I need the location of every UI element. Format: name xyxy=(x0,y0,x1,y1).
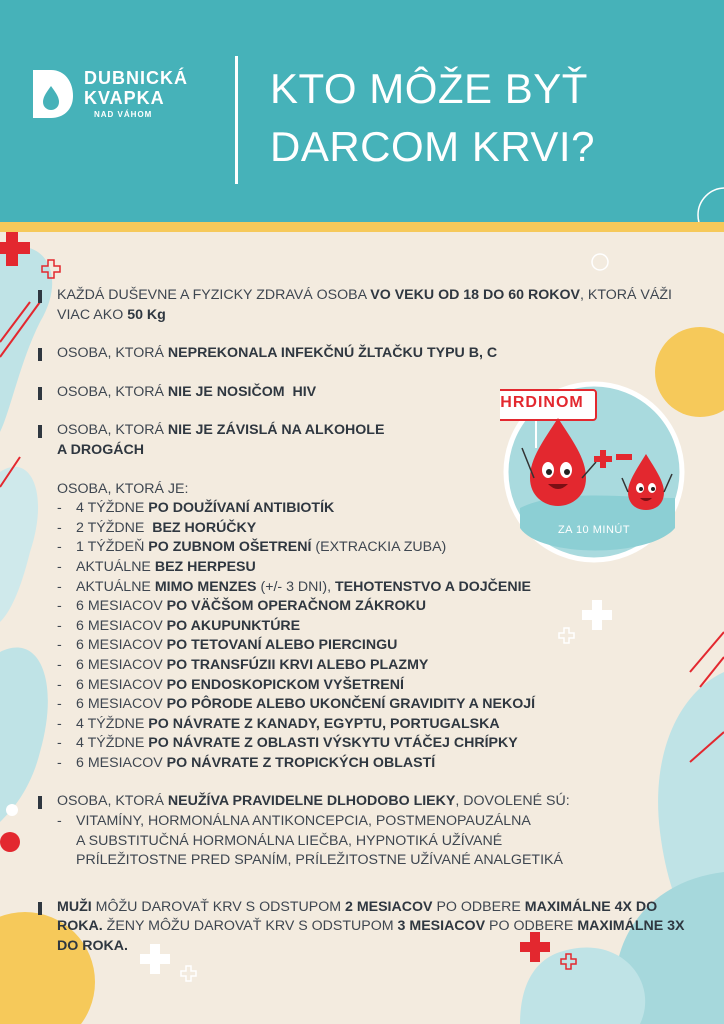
dash-marker: - xyxy=(57,598,62,615)
condition-bold: PO NÁVRATE Z OBLASTI VÝSKYTU VTÁČEJ CHRÍPKY xyxy=(148,735,518,752)
badge-caption: ZA 10 MINÚT xyxy=(557,524,631,536)
condition-bold: PO AKUPUNKTÚRE xyxy=(166,617,301,634)
dash-marker: - xyxy=(57,617,62,634)
dash-marker: - xyxy=(57,656,62,673)
item-text: OSOBA, KTORÁ xyxy=(57,793,168,810)
condition-period: 6 MESIACOV xyxy=(76,598,167,615)
condition-period: 6 MESIACOV xyxy=(76,656,167,673)
logo-line-1: DUBNICKÁ xyxy=(84,68,188,88)
condition-item xyxy=(57,676,688,696)
condition-item xyxy=(57,538,688,558)
item-frequency xyxy=(38,898,688,957)
condition-item xyxy=(57,558,688,578)
condition-bold: PO NÁVRATE Z TROPICKÝCH OBLASTÍ xyxy=(166,754,436,771)
condition-item xyxy=(57,754,688,774)
condition-bold: PO TRANSFÚZII KRVI ALEBO PLAZMY xyxy=(166,656,429,673)
bullet-marker xyxy=(38,387,42,400)
condition-period: 2 TÝŽDNE xyxy=(76,519,153,536)
header-accent-stripe xyxy=(0,222,724,232)
bullet-marker xyxy=(38,425,42,438)
condition-period: AKTUÁLNE xyxy=(76,578,155,595)
condition-item xyxy=(57,636,688,656)
item-text: ŽENY MÔŽU DAROVAŤ KRV S ODSTUPOM xyxy=(102,918,398,935)
item-text: PO ODBERE xyxy=(485,918,578,935)
condition-note: (+/- 3 DNI), xyxy=(256,578,335,595)
condition-bold: PO NÁVRATE Z KANADY, EGYPTU, PORTUGALSKA xyxy=(148,715,500,732)
item-text: OSOBA, KTORÁ xyxy=(57,422,168,439)
condition-item xyxy=(57,597,688,617)
condition-bold: PO VÄČŠOM OPERAČNOM ZÁKROKU xyxy=(166,598,426,615)
condition-item xyxy=(57,715,688,735)
item-hiv xyxy=(38,383,688,403)
item-text: OSOBA, KTORÁ xyxy=(57,345,168,362)
condition-period: 6 MESIACOV xyxy=(76,637,167,654)
condition-item xyxy=(57,656,688,676)
item-bold: 3 MESIACOV xyxy=(397,918,486,935)
page-title xyxy=(270,60,595,176)
bullet-marker xyxy=(38,796,42,809)
logo-text xyxy=(84,68,188,119)
condition-bold: TEHOTENSTVO A DOJČENIE xyxy=(334,578,531,595)
logo-drop-icon xyxy=(31,68,75,120)
condition-bold: PO DOUŽÍVANÍ ANTIBIOTÍK xyxy=(148,500,335,517)
condition-bold: BEZ HORÚČKY xyxy=(152,519,257,536)
item-bold: 50 Kg xyxy=(127,306,166,323)
dash-marker: - xyxy=(57,676,62,693)
conditions-intro: OSOBA, KTORÁ JE: xyxy=(57,480,189,497)
item-bold: VO VEKU OD 18 DO 60 ROKOV xyxy=(370,287,580,303)
item-bold: A DROGÁCH xyxy=(57,441,144,458)
item-bold: MUŽI xyxy=(57,898,92,915)
condition-bold: BEZ HERPESU xyxy=(154,558,256,575)
item-text: MÔŽU DAROVAŤ KRV S ODSTUPOM xyxy=(91,898,345,915)
item-bold: NEUŽÍVA PRAVIDELNE DLHODOBO LIEKY xyxy=(167,793,456,810)
logo-line-3: NAD VÁHOM xyxy=(94,110,153,119)
dash-marker: - xyxy=(57,539,62,556)
condition-item xyxy=(57,578,688,598)
condition-item xyxy=(57,695,688,715)
conditions-list xyxy=(57,499,688,773)
dash-marker: - xyxy=(57,558,62,575)
eligibility-list xyxy=(38,286,688,976)
medication-line: VITAMÍNY, HORMONÁLNA ANTIKONCEPCIA, POSTMENOPAUZÁLNA xyxy=(76,813,531,830)
dash-marker: - xyxy=(57,735,62,752)
condition-bold: MIMO MENZES xyxy=(154,578,257,595)
item-text: , KTORÁ VÁŽI VIAC AKO xyxy=(57,287,672,323)
condition-period: 6 MESIACOV xyxy=(76,696,167,713)
condition-period: 4 TÝŽDNE xyxy=(76,735,149,752)
item-text: KAŽDÁ DUŠEVNE A FYZICKY ZDRAVÁ OSOBA xyxy=(57,287,371,303)
badge-sign-text: HRDINOM xyxy=(500,394,584,411)
title-line-1: KTO MÔŽE BYŤ xyxy=(270,65,588,112)
condition-item xyxy=(57,499,688,519)
medication-line: PRÍLEŽITOSTNE PRED SPANÍM, PRÍLEŽITOSTNE UŽÍVANÉ ANALGETIKÁ xyxy=(76,852,563,869)
item-text: OSOBA, KTORÁ xyxy=(57,383,168,400)
bullet-marker xyxy=(38,348,42,361)
header-divider xyxy=(235,56,238,184)
condition-period: 4 TÝŽDNE xyxy=(76,500,149,517)
condition-period: AKTUÁLNE xyxy=(76,558,155,575)
item-hepatitis xyxy=(38,344,688,364)
dash-marker: - xyxy=(57,637,62,654)
item-addiction xyxy=(38,421,688,460)
condition-bold: PO PÔRODE ALEBO UKONČENÍ GRAVIDITY A NEKOJÍ xyxy=(166,696,536,713)
condition-note: (EXTRACKIA ZUBA) xyxy=(311,539,447,556)
condition-period: 1 TÝŽDEŇ xyxy=(76,539,149,556)
conditions-section xyxy=(57,480,688,774)
header-circle-outline-icon xyxy=(695,185,724,222)
item-bold: NIE JE NOSIČOM HIV xyxy=(167,383,317,400)
bullet-marker xyxy=(38,290,42,303)
item-bold: MAXIMÁLNE 4X DO ROKA. xyxy=(57,898,658,935)
dash-marker: - xyxy=(57,696,62,713)
dash-marker: - xyxy=(57,500,62,517)
condition-bold: PO ENDOSKOPICKOM VYŠETRENÍ xyxy=(166,676,404,693)
item-bold: 2 MESIACOV xyxy=(344,898,433,915)
logo-line-2: KVAPKA xyxy=(84,88,165,108)
dash-marker: - xyxy=(57,754,62,771)
item-text: PO ODBERE xyxy=(432,898,525,915)
condition-bold: PO TETOVANÍ ALEBO PIERCINGU xyxy=(166,637,398,654)
condition-period: 6 MESIACOV xyxy=(76,617,167,634)
title-line-2: DARCOM KRVI? xyxy=(270,123,595,170)
condition-item xyxy=(57,519,688,539)
condition-bold: PO ZUBNOM OŠETRENÍ xyxy=(148,539,312,556)
dash-marker: - xyxy=(57,578,62,595)
bullet-marker xyxy=(38,902,42,915)
dash-marker: - xyxy=(57,519,62,536)
item-text: , DOVOLENÉ SÚ: xyxy=(455,793,570,810)
medication-allowed: - VITAMÍNY, HORMONÁLNA ANTIKONCEPCIA, POSTMENOPAUZÁLNA A SUBSTITUČNÁ HORMONÁLNA LIEČBA, HYPNOTIKÁ UŽÍVANÉ PRÍLEŽITOSTNE PRED SPANÍM, PRÍLEŽITOSTNE UŽÍVANÉ ANALGETIKÁ xyxy=(57,812,688,871)
item-age-weight xyxy=(38,286,688,325)
medication-line: A SUBSTITUČNÁ HORMONÁLNA LIEČBA, HYPNOTIKÁ UŽÍVANÉ xyxy=(76,832,503,849)
condition-period: 6 MESIACOV xyxy=(76,676,167,693)
item-bold: NIE JE ZÁVISLÁ NA ALKOHOLE xyxy=(167,422,385,439)
condition-item xyxy=(57,734,688,754)
condition-period: 4 TÝŽDNE xyxy=(76,715,149,732)
item-bold: MAXIMÁLNE 3X DO ROKA. xyxy=(57,918,685,955)
condition-period: 6 MESIACOV xyxy=(76,754,167,771)
condition-item xyxy=(57,617,688,637)
dash-marker: - xyxy=(57,715,62,732)
item-bold: NEPREKONALA INFEKČNÚ ŽLTAČKU TYPU B, C xyxy=(167,345,498,362)
item-medication xyxy=(38,792,688,870)
